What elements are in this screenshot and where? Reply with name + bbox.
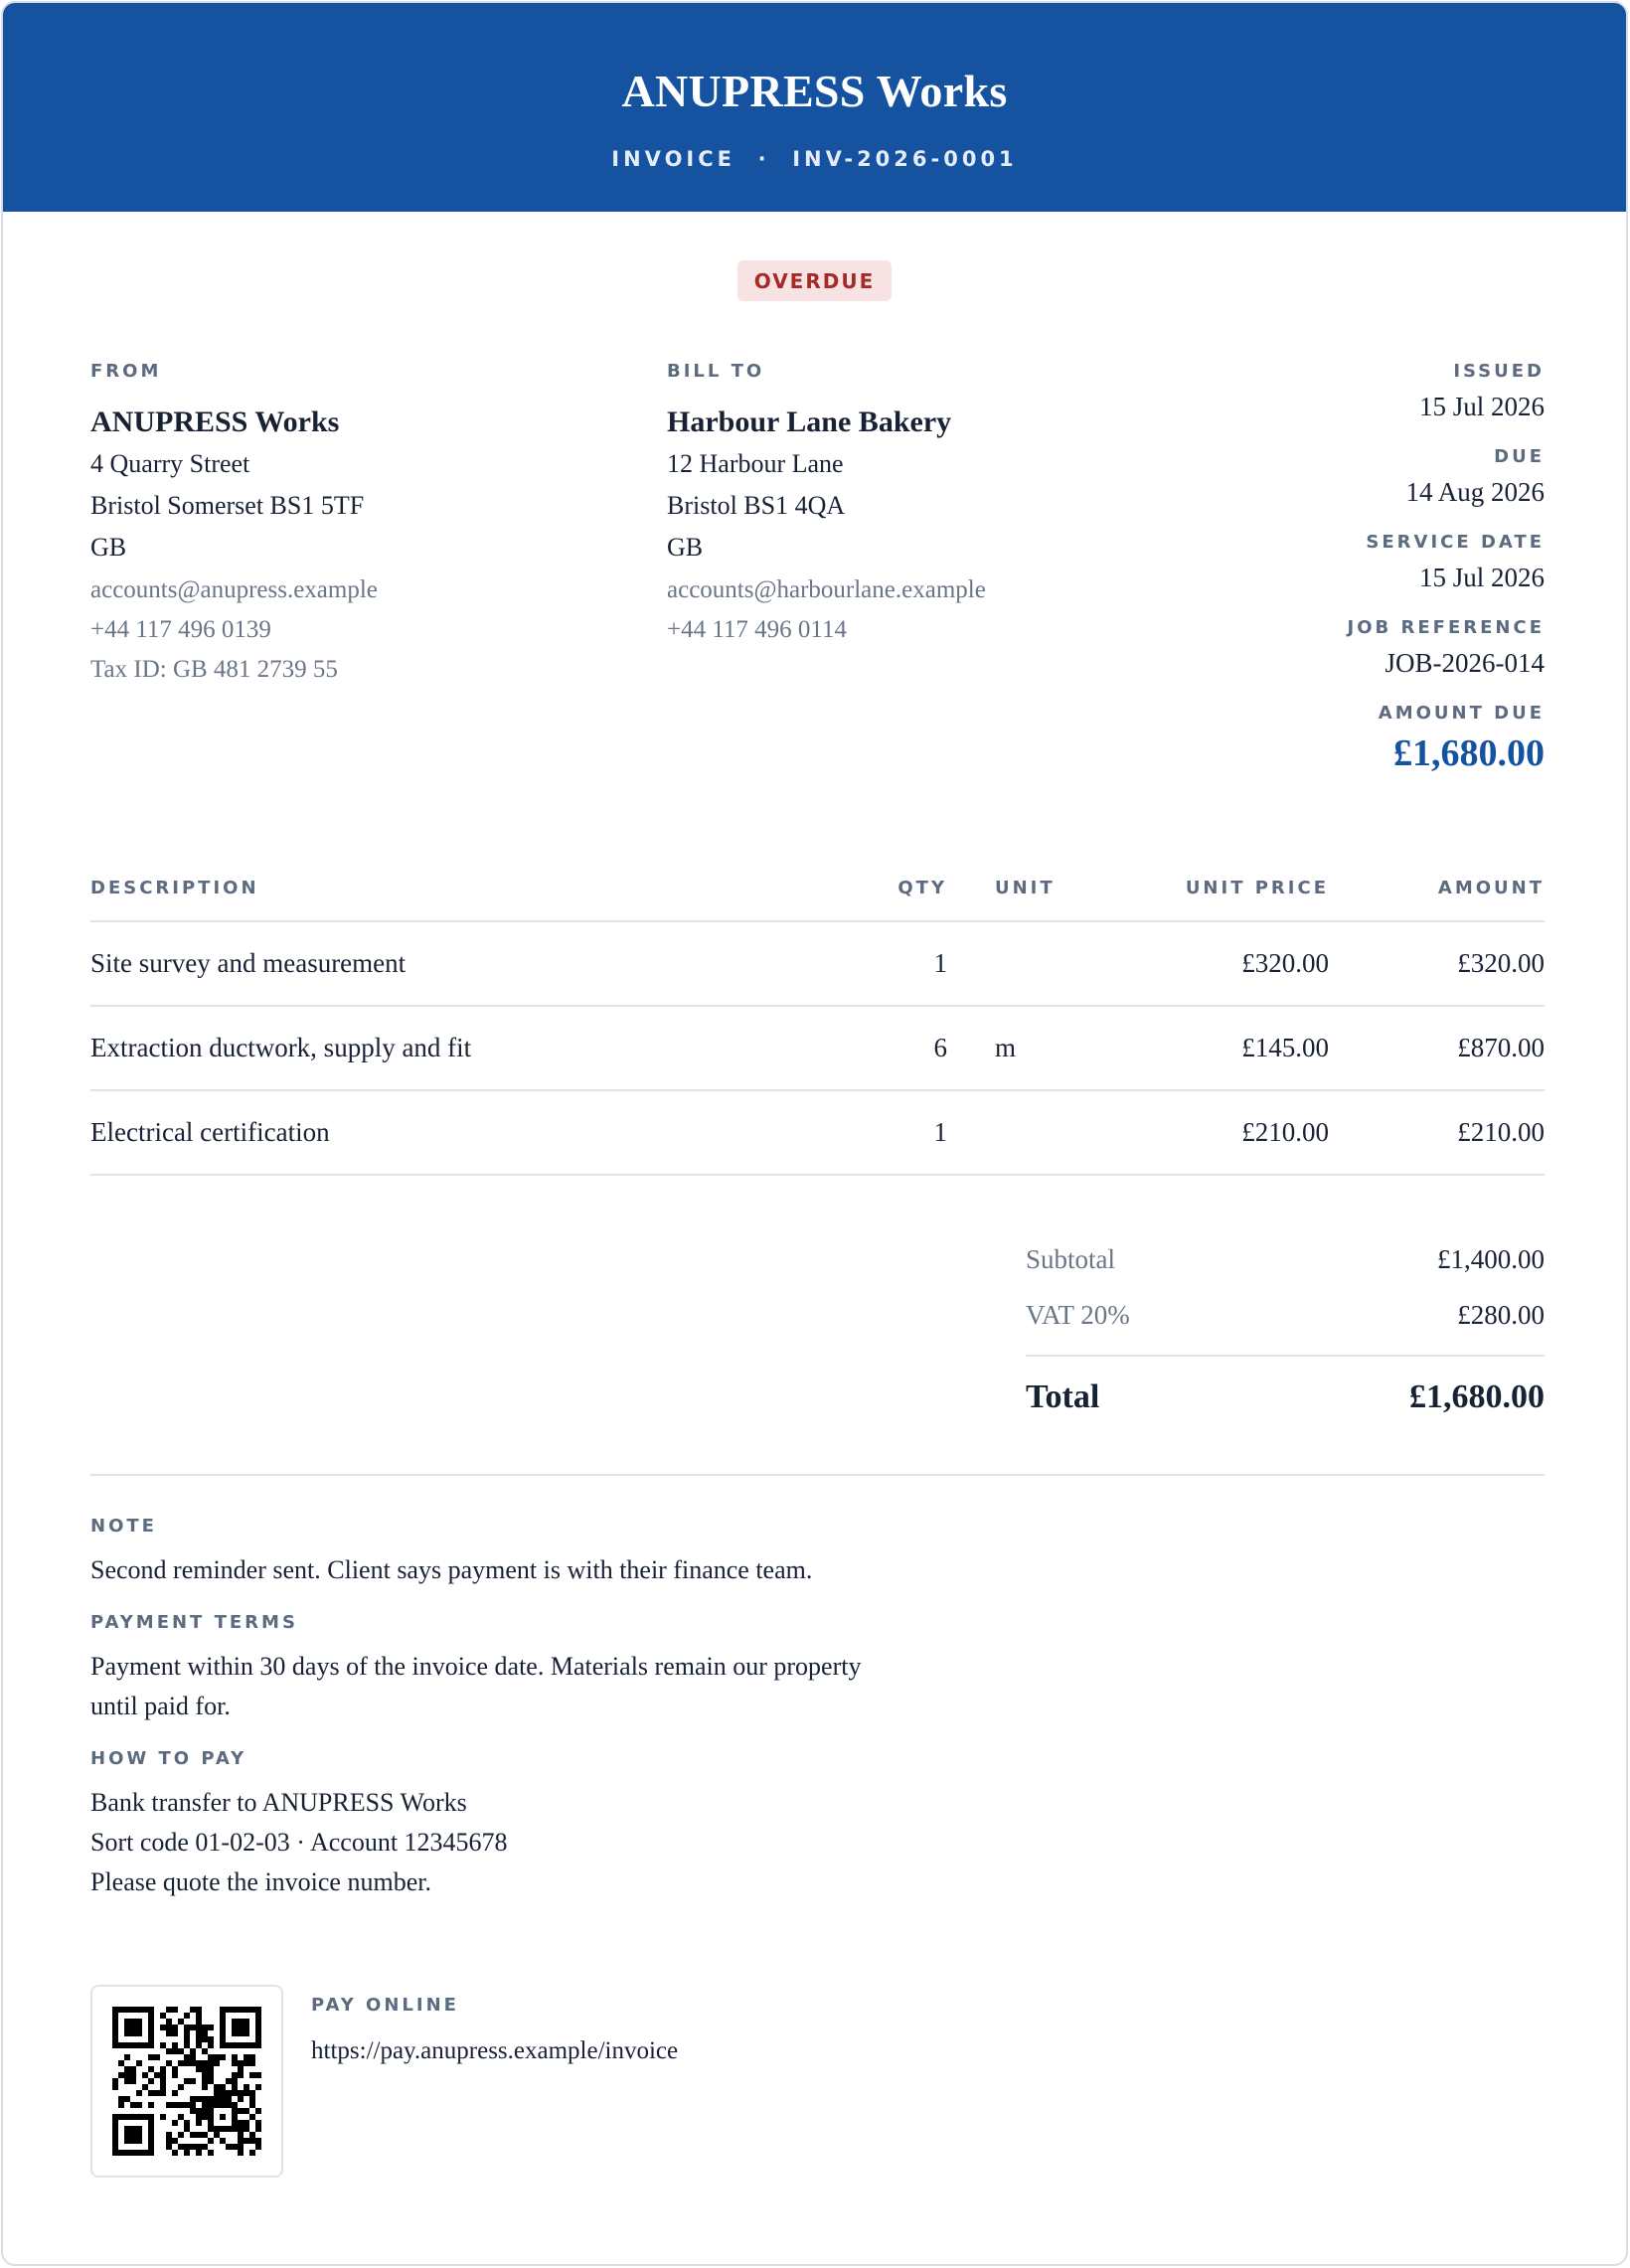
item-qty: 1 (846, 1090, 957, 1175)
bill-to-name: Harbour Lane Bakery (667, 405, 952, 438)
meta-label: DUE (1494, 446, 1545, 467)
line-items-table (90, 870, 1545, 1176)
pay-online-section (90, 1985, 1084, 2184)
meta-amount-due (1127, 703, 1545, 775)
meta-label: ISSUED (1453, 361, 1545, 382)
payment-terms-line: until paid for. (90, 1692, 231, 1720)
qr-code-icon[interactable] (112, 2007, 261, 2156)
vat-label: VAT 20% (1026, 1299, 1130, 1330)
column-header-amount: AMOUNT (1329, 870, 1545, 921)
from-label: FROM (90, 361, 162, 382)
item-unit (957, 921, 1096, 1006)
amount-due-label: AMOUNT DUE (1378, 703, 1545, 724)
bill-to-label: BILL TO (667, 361, 765, 382)
item-amount: £870.00 (1329, 1006, 1545, 1090)
meta-due (1127, 446, 1545, 508)
from-address-line: GB (90, 533, 127, 562)
payment-terms-text (90, 1647, 1045, 1726)
how-to-pay-label: HOW TO PAY (90, 1748, 247, 1769)
parties-section (90, 361, 1545, 818)
from-tax-id: Tax ID: GB 481 2739 55 (90, 656, 338, 683)
total-row (1026, 1378, 1545, 1416)
notes-section (90, 1516, 1045, 1924)
invoice-number: INV-2026-0001 (792, 147, 1018, 171)
payment-terms-block (90, 1612, 1045, 1726)
bill-to-address-line: 12 Harbour Lane (667, 449, 844, 478)
table-row (90, 921, 1545, 1006)
subtotal-value: £1,400.00 (1437, 1243, 1545, 1274)
pay-online-link[interactable]: https://pay.anupress.example/invoice (311, 2037, 679, 2064)
meta-service-date (1127, 532, 1545, 593)
item-description: Electrical certification (90, 1090, 846, 1175)
qr-code-frame[interactable] (90, 1985, 283, 2178)
from-block (90, 361, 587, 690)
meta-label: JOB REFERENCE (1347, 617, 1545, 638)
item-unit-price: £145.00 (1096, 1006, 1329, 1090)
bill-to-address-line: Bristol BS1 4QA (667, 491, 846, 520)
meta-value: 14 Aug 2026 (1405, 477, 1545, 507)
meta-value: JOB-2026-014 (1385, 648, 1545, 678)
item-qty: 1 (846, 921, 957, 1006)
from-address-line: Bristol Somerset BS1 5TF (90, 491, 365, 520)
invoice-sheet (1, 1, 1628, 2266)
meta-value: 15 Jul 2026 (1418, 563, 1545, 592)
meta-issued (1127, 361, 1545, 422)
pay-online-label: PAY ONLINE (311, 1995, 459, 2016)
totals-divider (1026, 1355, 1545, 1357)
pay-online-text (311, 1995, 678, 2065)
invoice-header (3, 3, 1626, 212)
vat-value: £280.00 (1457, 1299, 1545, 1330)
from-phone: +44 117 496 0139 (90, 616, 271, 643)
note-text: Second reminder sent. Client says payment is with their finance team. (90, 1555, 813, 1584)
vat-row (1026, 1287, 1545, 1343)
total-label: Total (1026, 1378, 1100, 1415)
meta-label: SERVICE DATE (1366, 532, 1545, 553)
note-label: NOTE (90, 1516, 157, 1537)
totals-block (1026, 1231, 1545, 1416)
status-badge: OVERDUE (737, 260, 893, 301)
item-unit-price: £320.00 (1096, 921, 1329, 1006)
bill-to-address-line: GB (667, 533, 704, 562)
item-unit-price: £210.00 (1096, 1090, 1329, 1175)
how-to-pay-block (90, 1748, 1045, 1902)
amount-due-value: £1,680.00 (1393, 732, 1545, 774)
how-to-pay-line: Please quote the invoice number. (90, 1867, 431, 1896)
how-to-pay-text (90, 1783, 1045, 1902)
item-amount: £210.00 (1329, 1090, 1545, 1175)
total-value: £1,680.00 (1409, 1378, 1545, 1415)
subtotal-row (1026, 1231, 1545, 1287)
item-unit (957, 1090, 1096, 1175)
from-email[interactable]: accounts@anupress.example (90, 576, 378, 603)
item-qty: 6 (846, 1006, 957, 1090)
payment-terms-line: Payment within 30 days of the invoice date. Materials remain our property (90, 1652, 862, 1681)
column-header-description: DESCRIPTION (90, 870, 846, 921)
column-header-qty: QTY (846, 870, 957, 921)
subtitle-separator: · (757, 147, 770, 171)
bill-to-block (667, 361, 1164, 650)
column-header-unit-price: UNIT PRICE (1096, 870, 1329, 921)
bill-to-email[interactable]: accounts@harbourlane.example (667, 576, 986, 603)
bill-to-phone: +44 117 496 0114 (667, 616, 847, 643)
column-header-unit: UNIT (957, 870, 1096, 921)
table-row (90, 1090, 1545, 1175)
item-description: Site survey and measurement (90, 921, 846, 1006)
company-title: ANUPRESS Works (621, 66, 1008, 116)
how-to-pay-line: Sort code 01-02-03 · Account 12345678 (90, 1828, 508, 1857)
subtotal-label: Subtotal (1026, 1243, 1116, 1274)
how-to-pay-line: Bank transfer to ANUPRESS Works (90, 1788, 467, 1817)
doc-type: INVOICE (611, 147, 735, 171)
section-divider (90, 1474, 1545, 1476)
meta-job-reference (1127, 617, 1545, 679)
invoice-meta (1127, 361, 1545, 799)
table-row (90, 1006, 1545, 1090)
note-block (90, 1516, 1045, 1590)
from-address-line: 4 Quarry Street (90, 449, 250, 478)
item-description: Extraction ductwork, supply and fit (90, 1006, 846, 1090)
item-amount: £320.00 (1329, 921, 1545, 1006)
invoice-subtitle (3, 147, 1626, 171)
payment-terms-label: PAYMENT TERMS (90, 1612, 298, 1633)
table-header-row (90, 870, 1545, 921)
item-unit: m (957, 1006, 1096, 1090)
from-name: ANUPRESS Works (90, 405, 340, 438)
meta-value: 15 Jul 2026 (1418, 392, 1545, 421)
status-wrap (3, 260, 1626, 301)
